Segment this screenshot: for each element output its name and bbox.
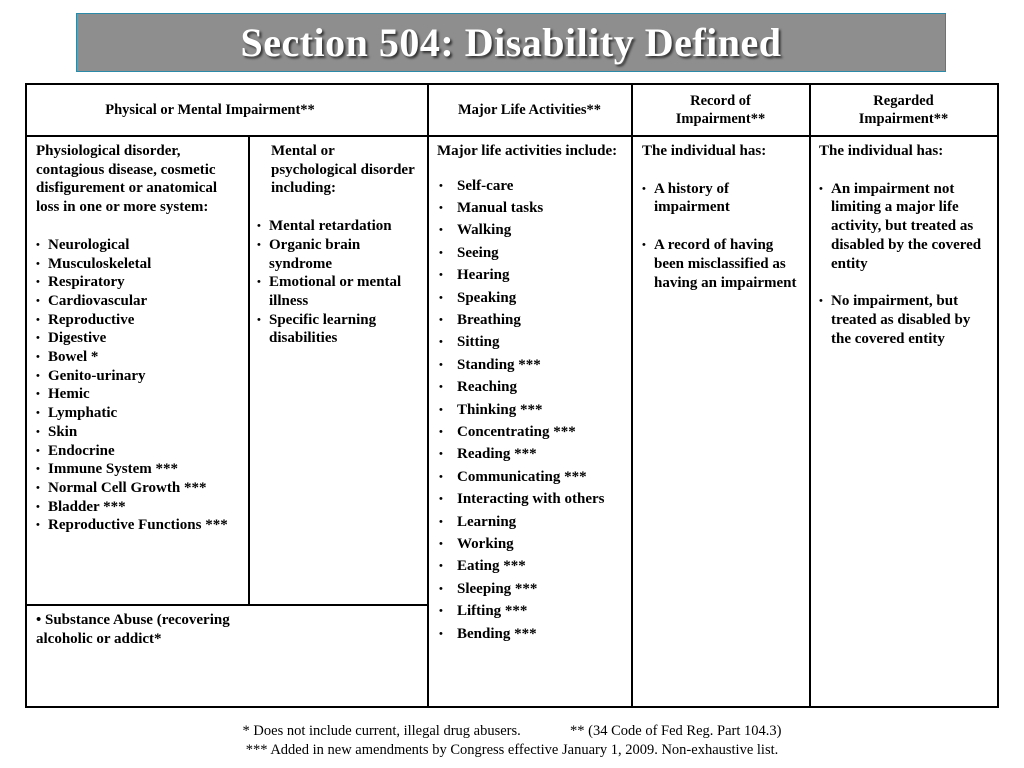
mental-list-item: • Specific learning disabilities <box>257 311 422 348</box>
physiological-list <box>36 236 241 535</box>
major-activities-cell <box>437 142 625 647</box>
physiological-list-item: • Skin <box>36 423 241 442</box>
major-activity-item: • Reaching <box>437 378 625 397</box>
major-activity-item: • Walking <box>437 221 625 240</box>
footnote-line-1 <box>0 723 1024 740</box>
mental-cell <box>257 142 422 348</box>
mental-list-item: • Emotional or mental illness <box>257 273 422 310</box>
physiological-intro: Physiological disorder, contagious disease, cosmetic disfigurement or anatomical loss in one or more system: <box>36 143 218 216</box>
major-activity-item: • Reading *** <box>437 445 625 464</box>
physiological-list-item: • Bowel * <box>36 348 241 367</box>
header-regarded <box>810 85 997 135</box>
mental-list-item: • Organic brain syndrome <box>257 236 422 273</box>
major-activity-item: • Communicating *** <box>437 468 625 487</box>
regarded-list <box>819 180 991 349</box>
major-activity-item: • Breathing <box>437 311 625 330</box>
physiological-list-item: • Respiratory <box>36 273 241 292</box>
major-activity-item: • Eating *** <box>437 557 625 576</box>
regarded-intro: The individual has: <box>819 143 944 159</box>
column-divider-3 <box>631 85 633 706</box>
mental-intro: Mental or psychological disorder including: <box>271 143 415 197</box>
header-record-label: Record of Impairment** <box>675 92 766 127</box>
title-bar <box>76 13 946 72</box>
major-activity-item: • Learning <box>437 513 625 532</box>
physiological-cell <box>36 142 241 535</box>
major-activity-item: • Working <box>437 535 625 554</box>
substance-abuse-text: • Substance Abuse (recovering alcoholic or addict* <box>36 612 230 647</box>
footnote-drug-abusers: * Does not include current, illegal drug abusers. <box>242 723 521 739</box>
disability-table <box>25 83 999 708</box>
major-activity-item: • Sleeping *** <box>437 580 625 599</box>
header-regarded-label: Regarded Impairment** <box>858 92 949 127</box>
column-divider-2 <box>427 85 429 706</box>
physiological-list-item: • Genito-urinary <box>36 367 241 386</box>
header-record <box>632 85 809 135</box>
page-title: Section 504: Disability Defined <box>240 20 782 65</box>
major-activity-item: • Sitting <box>437 333 625 352</box>
physiological-list-item: • Reproductive <box>36 311 241 330</box>
header-physical-mental <box>27 85 393 135</box>
major-activity-item: • Seeing <box>437 244 625 263</box>
footnote-code-reference: ** (34 Code of Fed Reg. Part 104.3) <box>570 723 782 739</box>
major-activities-list <box>437 177 625 644</box>
major-activity-item: • Manual tasks <box>437 199 625 218</box>
record-cell <box>642 142 802 311</box>
major-activity-item: • Self-care <box>437 177 625 196</box>
header-major-life-activities <box>428 85 631 135</box>
physiological-list-item: • Reproductive Functions *** <box>36 516 241 535</box>
physiological-list-item: • Hemic <box>36 385 241 404</box>
physiological-list-item: • Digestive <box>36 329 241 348</box>
column-divider-4 <box>809 85 811 706</box>
major-activity-item: • Interacting with others <box>437 490 625 509</box>
substance-abuse-cell <box>36 611 231 648</box>
header-divider <box>27 135 997 137</box>
mental-list <box>257 217 422 348</box>
regarded-list-item: • No impairment, but treated as disabled by the covered entity <box>819 292 991 348</box>
physiological-list-item: • Endocrine <box>36 442 241 461</box>
physiological-list-item: • Musculoskeletal <box>36 255 241 274</box>
physiological-list-item: • Neurological <box>36 236 241 255</box>
record-intro: The individual has: <box>642 143 767 159</box>
major-activity-item: • Standing *** <box>437 356 625 375</box>
record-list-item: • A record of having been misclassified as having an impairment <box>642 236 802 292</box>
header-physical-label: Physical or Mental Impairment** <box>105 101 315 118</box>
major-activity-item: • Concentrating *** <box>437 423 625 442</box>
record-list-item: • A history of impairment <box>642 180 802 217</box>
mental-list-item: • Mental retardation <box>257 217 422 236</box>
header-major-label: Major Life Activities** <box>457 101 602 118</box>
major-activities-intro: Major life activities include: <box>437 143 618 159</box>
major-activity-item: • Lifting *** <box>437 602 625 621</box>
footnote-line-2 <box>0 742 1024 759</box>
physiological-list-item: • Normal Cell Growth *** <box>36 479 241 498</box>
footnote-amendments: *** Added in new amendments by Congress effective January 1, 2009. Non-exhaustive list. <box>245 742 779 758</box>
record-list <box>642 180 802 293</box>
major-activity-item: • Thinking *** <box>437 401 625 420</box>
physiological-list-item: • Bladder *** <box>36 498 241 517</box>
column-divider-1 <box>248 135 250 604</box>
major-activity-item: • Bending *** <box>437 625 625 644</box>
physiological-list-item: • Immune System *** <box>36 460 241 479</box>
major-activity-item: • Hearing <box>437 266 625 285</box>
major-activity-item: • Speaking <box>437 289 625 308</box>
regarded-cell <box>819 142 991 367</box>
physiological-list-item: • Lymphatic <box>36 404 241 423</box>
substance-divider <box>27 604 428 606</box>
regarded-list-item: • An impairment not limiting a major life activity, but treated as disabled by the covered entity <box>819 180 991 274</box>
physiological-list-item: • Cardiovascular <box>36 292 241 311</box>
